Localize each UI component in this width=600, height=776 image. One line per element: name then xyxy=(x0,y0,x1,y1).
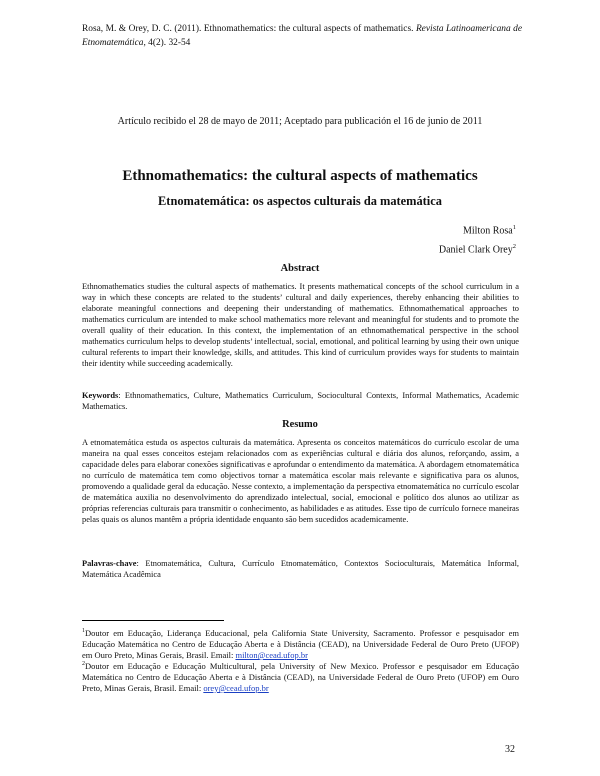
citation-journal: Revista Latinoamericana de Etnomatemática xyxy=(82,24,522,48)
citation-text: Rosa, M. & Orey, D. C. (2011). Ethnomathematics: the cultural aspects of mathematics. xyxy=(82,24,416,34)
author-block xyxy=(439,220,516,259)
footnote-1 xyxy=(82,626,519,661)
footnote-1-email-link[interactable]: milton@cead.ufop.br xyxy=(235,650,308,661)
received-line: Artículo recibido el 28 de mayo de 2011; Aceptado para publicación el 16 de junio de 2011 xyxy=(117,116,483,127)
footnote-1-text: Doutor em Educação, Liderança Educacional, pela California State University, Sacramento. Professor e pesquisador em Educação Matemática no Centro de Educação Aberta e à Distância (CEAD), na Universidade Federal de Ouro Preto (UFOP) em Ouro Preto, Minas Gerais, Brasil. Email: xyxy=(82,627,519,661)
footnote-2-marker: 2 xyxy=(82,661,85,667)
resumo-body: A etnomatemática estuda os aspectos culturais da matemática. Apresenta os conceitos matemáticos do currículo escolar de uma maneira na qual esses conceitos estejam relacionados com as experiências cultural e diária dos alunos, reforçando, assim, a capacidade deles para elaborar conexões significativas e aprofundar o entendimento da matemática. A abordagem etnomatemática no currículo de matemática tem como objectivos tornar a matemática escolar mais relevante e significativa para os alunos, promovendo a qualidade geral da educação. Nesse contexto, a implementação da perspectiva etnomatemática no currículo escolar de matemática auxilia no desenvolvimento do aprendizado intelectual, social, emocional e político dos alunos ao utilizar as próprias referencias culturais para transmitir o conhecimento, as habilidades e as atitudes. Esse tipo de currículo fornece maneiras pelas quais os alunos mantêm a própria identidade enquanto são bem sucedidos academicamente. xyxy=(82,438,519,525)
footnote-1-marker: 1 xyxy=(82,628,85,634)
abstract-keywords xyxy=(82,390,519,412)
author-2: Daniel Clark Orey$^2$ xyxy=(438,243,516,256)
paper-subtitle: Etnomatemática: os aspectos culturais da matemática xyxy=(158,194,442,208)
abstract-heading: Abstract xyxy=(280,263,320,274)
palavras-chave-label: Palavras-chave xyxy=(82,559,137,568)
keywords-label: Keywords xyxy=(82,391,119,400)
author-1: Milton Rosa$^1$ xyxy=(463,224,516,237)
resumo-heading: Resumo xyxy=(282,419,318,430)
abstract-body: Ethnomathematics studies the cultural aspects of mathematics. It presents mathematical concepts of the school curriculum in a way in which these concepts are related to the students’ cultural and daily experiences, thereby enhancing their abilities to elaborate meaningful connections and deepening their understanding of mathematics. Ethnomathematical approaches to mathematics curriculum are intended to make school mathematics more relevant and meaningful for students and to promote the overall quality of their education. In this context, the implementation of an ethnomathematical perspective in the school mathematics curriculum helps to develop students’ intellectual, social, emotional, and political learning by using their own unique cultural referents to impart their knowledge, skills, and attitudes. This kind of curriculum provides ways for students to maintain their identity while succeeding academically. xyxy=(82,282,519,369)
page-number: 32 xyxy=(505,744,515,755)
resumo-keywords xyxy=(82,558,519,580)
palavras-chave-list: : Etnomatemática, Cultura, Currículo Etnomatemático, Contextos Socioculturais, Matemática Informal, Matemática Acadêmica xyxy=(82,559,519,580)
citation-details: , 4(2). 32-54 xyxy=(143,38,191,48)
footnote-2 xyxy=(82,659,519,694)
author-1-footnote-marker: 1 xyxy=(512,224,516,231)
citation-header xyxy=(82,22,522,50)
paper-title: Ethnomathematics: the cultural aspects of mathematics xyxy=(122,168,478,184)
footnote-2-text: Doutor em Educação e Educação Multicultural, pela University of New Mexico. Professor e pesquisador em Educação Matemática no Centro de Educação Aberta e à Distância (CEAD), na Universidade Federal de Ouro Preto (UFOP) em Ouro Preto, Minas Gerais, Brasil. Email: xyxy=(82,660,519,694)
author-2-footnote-marker: 2 xyxy=(512,243,516,251)
footnote-2-email-link[interactable]: orey@cead.ufop.br xyxy=(203,683,269,694)
keywords-list: : Ethnomathematics, Culture, Mathematics Curriculum, Sociocultural Contexts, Informal Mathematics, Academic Mathematics. xyxy=(82,391,519,412)
footnote-divider xyxy=(82,620,224,621)
